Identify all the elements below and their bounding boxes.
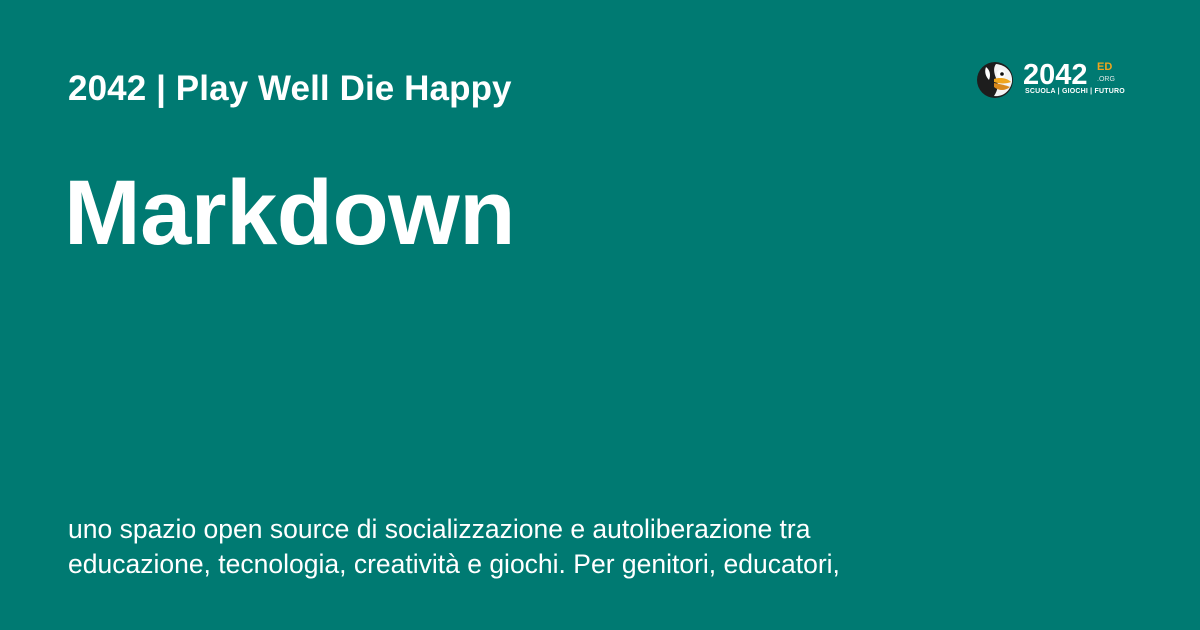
logo-domain-suffix: .ORG xyxy=(1097,76,1115,83)
logo-superscript: ED xyxy=(1097,61,1113,73)
logo-number: 2042 xyxy=(1023,59,1088,91)
mascot-head-icon xyxy=(976,60,1016,100)
site-description: uno spazio open source di socializzazione e autoliberazione tra educazione, tecnologia, creatività e giochi. Per genitori, educatori, xyxy=(68,514,840,579)
logo-tagline: SCUOLA | GIOCHI | FUTURO xyxy=(1025,88,1125,95)
page-title: Markdown xyxy=(64,162,515,264)
brand-logo xyxy=(976,58,1126,102)
site-title: 2042 | Play Well Die Happy xyxy=(68,69,512,108)
